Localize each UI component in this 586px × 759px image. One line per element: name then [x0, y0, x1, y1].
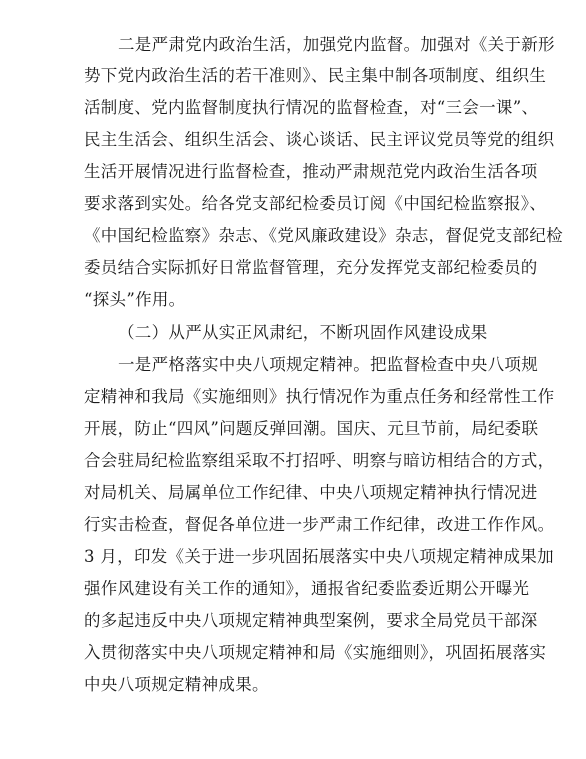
paragraph-2-line-3: 开展，防止“四风”问题反弹回潮。国庆、元旦节前，局纪委联 [84, 419, 539, 438]
paragraph-1-line-8: 委员结合实际抓好日常监督管理，充分发挥党支部纪检委员的 [84, 258, 538, 277]
paragraph-2-line-4: 合会驻局纪检监察组采取不打招呼、明察与暗访相结合的方式， [84, 451, 555, 470]
paragraph-1-line-6: 要求落到实处。给各党支部纪检委员订阅《中国纪检监察报》、 [84, 194, 547, 213]
paragraph-2-line-11: 中央八项规定精神成果。 [84, 675, 269, 694]
paragraph-2-line-1: 一是严格落实中央八项规定精神。把监督检查中央八项规 [118, 355, 538, 374]
paragraph-1-line-2: 势下党内政治生活的若干准则》、民主集中制各项制度、组织生 [84, 66, 547, 85]
paragraph-2-line-9: 的多起违反中央八项规定精神典型案例，要求全局党员干部深 [84, 611, 538, 630]
paragraph-1-line-9: “探头”作用。 [84, 290, 186, 309]
paragraph-1-line-4: 民主生活会、组织生活会、谈心谈话、民主评议党员等党的组织 [84, 130, 555, 149]
paragraph-2-line-2: 定精神和我局《实施细则》执行情况作为重点任务和经常性工作 [84, 387, 555, 406]
paragraph-1-line-5: 生活开展情况进行监督检查，推动严肃规范党内政治生活各项 [84, 162, 538, 181]
document-body [84, 0, 563, 759]
paragraph-2-line-8: 强作风建设有关工作的通知》，通报省纪委监委近期公开曝光 [84, 579, 530, 598]
paragraph-2-line-6: 行实击检查，督促各单位进一步严肃工作纪律，改进工作作风。 [84, 515, 555, 534]
paragraph-2-line-5: 对局机关、局属单位工作纪律、中央八项规定精神执行情况进 [84, 483, 538, 502]
section-heading: （二）从严从实正风肃纪，不断巩固作风建设成果 [118, 323, 488, 342]
paragraph-1-line-7: 《中国纪检监察》杂志、《党风廉政建设》杂志，督促党支部纪检 [84, 226, 563, 245]
paragraph-2-line-7: 3 月，印发《关于进一步巩固拓展落实中央八项规定精神成果加 [84, 547, 554, 566]
paragraph-1-line-1: 二是严肃党内政治生活，加强党内监督。加强对《关于新形 [118, 35, 555, 54]
paragraph-2-line-10: 入贯彻落实中央八项规定精神和局《实施细则》，巩固拓展落实 [84, 643, 547, 662]
paragraph-1-line-3: 活制度、党内监督制度执行情况的监督检查，对“三会一课”、 [84, 98, 539, 117]
